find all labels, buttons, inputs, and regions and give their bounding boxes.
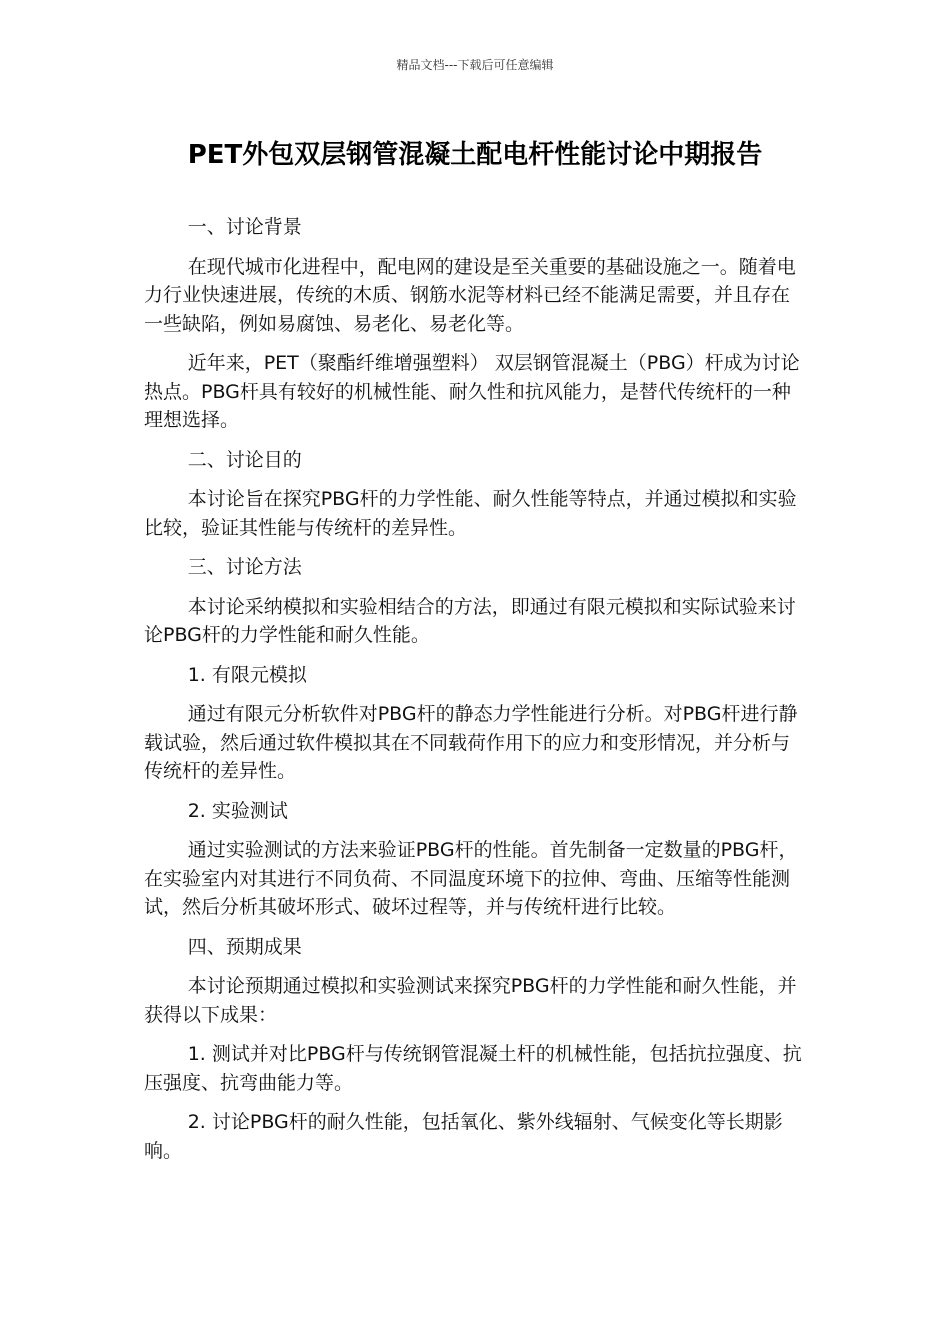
paragraph-expected-results: 本讨论预期通过模拟和实验测试来探究PBG杆的力学性能和耐久性能，并获得以下成果：	[144, 975, 797, 1026]
paragraph-fem-simulation: 通过有限元分析软件对PBG杆的静态力学性能进行分析。对PBG杆进行静载试验，然后通过软件模拟其在不同载荷作用下的应力和变形情况，并分析与传统杆的差异性。	[144, 703, 798, 782]
page-header: 精品文档---下载后可任意编辑	[396, 58, 554, 72]
section-heading-purpose: 二、讨论目的	[187, 448, 302, 471]
paragraph-background-2: 近年来，PET（聚酯纤维增强塑料） 双层钢管混凝土（PBG）杆成为讨论热点。PBG杆具有较好的机械性能、耐久性和抗风能力，是替代传统杆的一种理想选择。	[144, 352, 800, 431]
paragraph-background-1: 在现代城市化进程中，配电网的建设是至关重要的基础设施之一。随着电力行业快速进展，传统的木质、钢筋水泥等材料已经不能满足需要，并且存在一些缺陷，例如易腐蚀、易老化、易老化等。	[144, 255, 796, 335]
section-heading-method: 三、讨论方法	[187, 556, 302, 578]
subheading-experiment: 2. 实验测试	[187, 799, 288, 822]
document-title: PET外包双层钢管混凝土配电杆性能讨论中期报告	[187, 140, 763, 170]
paragraph-result-item-1: 1. 测试并对比PBG杆与传统钢管混凝土杆的机械性能，包括抗拉强度、抗压强度、抗弯曲能力等。	[144, 1043, 802, 1094]
document-body	[144, 213, 808, 1176]
paragraph-result-item-2: 2. 讨论PBG杆的耐久性能，包括氧化、紫外线辐射、气候变化等长期影响。	[144, 1111, 783, 1162]
section-heading-expected-results: 四、预期成果	[187, 935, 302, 958]
subheading-fem-simulation: 1. 有限元模拟	[187, 663, 307, 686]
paragraph-experiment: 通过实验测试的方法来验证PBG杆的性能。首先制备一定数量的PBG杆，在实验室内对其进行不同负荷、不同温度环境下的拉伸、弯曲、压缩等性能测试，然后分析其破坏形式、破坏过程等，并与传统杆进行比较。	[144, 839, 798, 918]
paragraph-method: 本讨论采纳模拟和实验相结合的方法，即通过有限元模拟和实际试验来讨论PBG杆的力学性能和耐久性能。	[144, 595, 796, 646]
section-heading-background: 一、讨论背景	[187, 216, 302, 238]
paragraph-purpose: 本讨论旨在探究PBG杆的力学性能、耐久性能等特点，并通过模拟和实验比较，验证其性能与传统杆的差异性。	[144, 488, 797, 539]
